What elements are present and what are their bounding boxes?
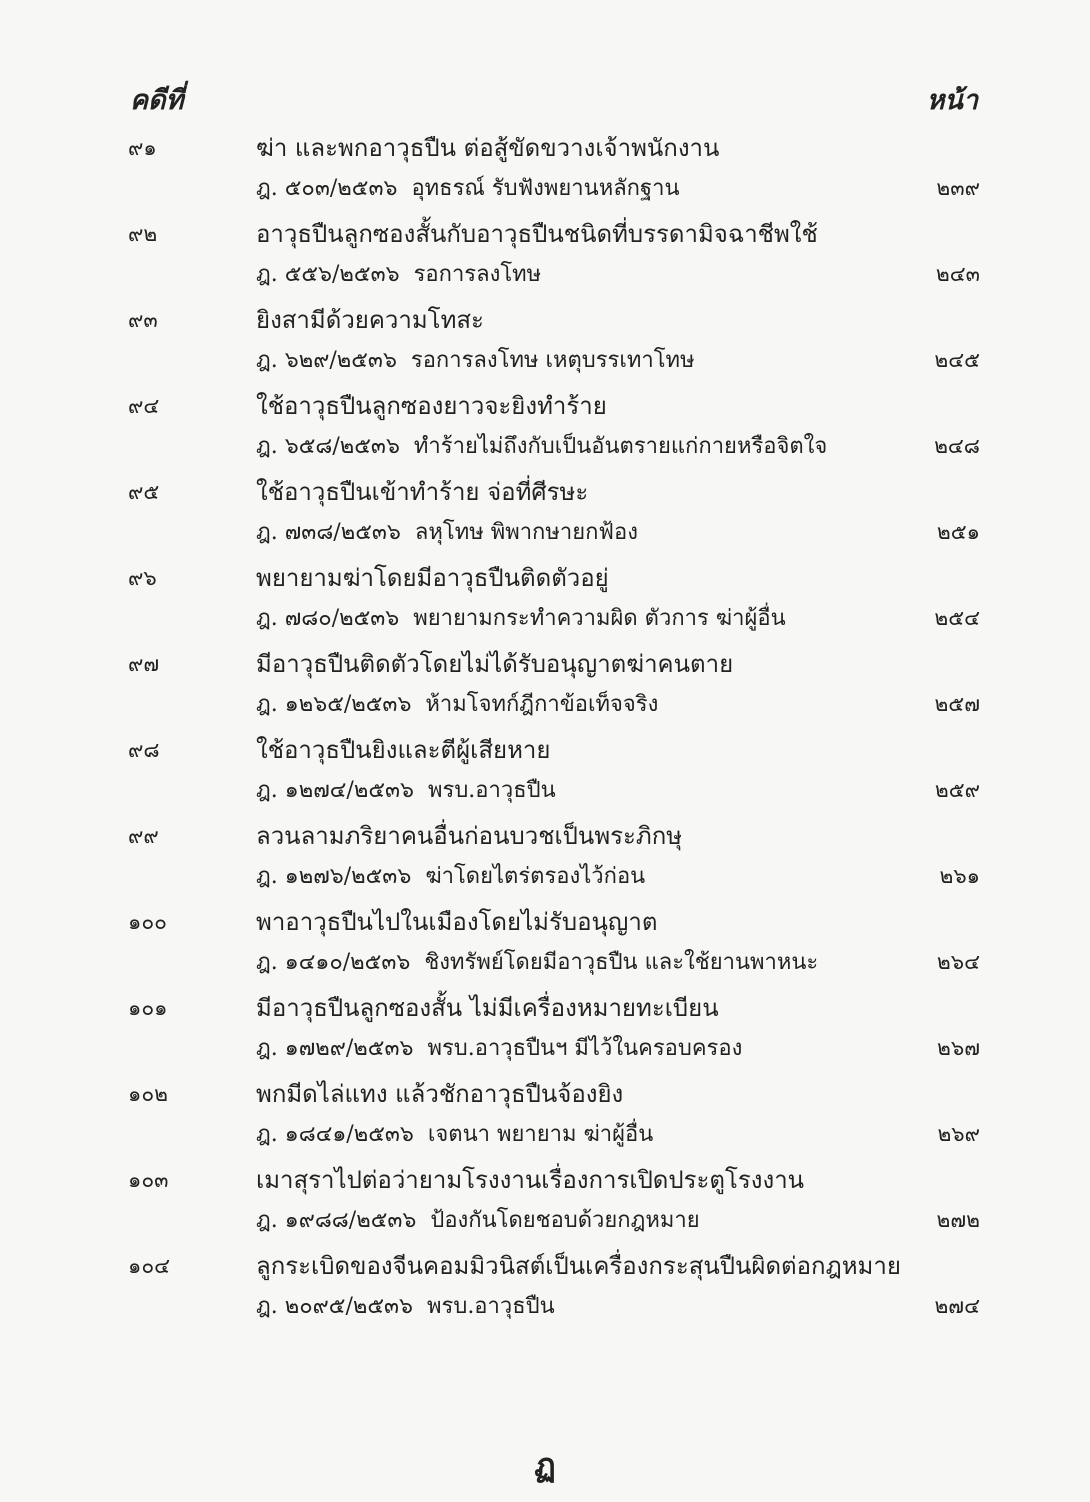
list-item — [0, 120, 1090, 206]
case-keywords: รอการลงโทษ เหตุบรรเทาโทษ — [410, 348, 695, 373]
page-column-header: หน้า — [926, 85, 978, 116]
table-of-contents — [0, 120, 1090, 1324]
case-reference-line — [256, 1030, 742, 1065]
page-number: ๒๖๑ — [939, 864, 980, 888]
case-keywords: ลหุโทษ พิพากษายกฟ้อง — [414, 520, 638, 545]
list-item — [0, 550, 1090, 636]
page-number: ๒๓๙ — [936, 176, 980, 200]
case-number: ๑๐๓ — [128, 1168, 169, 1192]
list-item — [0, 1238, 1090, 1324]
case-title: ยิงสามีด้วยความโทสะ — [256, 306, 484, 334]
list-item — [0, 808, 1090, 894]
case-keywords: ห้ามโจทก์ฎีกาข้อเท็จจริง — [425, 692, 659, 717]
list-item — [0, 1152, 1090, 1238]
case-title: อาวุธปืนลูกซองสั้นกับอาวุธปืนชนิดที่บรรดามิจฉาชีพใช้ — [256, 220, 818, 248]
case-number: ๙๒ — [128, 222, 158, 246]
decision-number: ฎ. ๑๒๖๕/๒๕๓๖ — [256, 692, 412, 717]
case-title: พกมีดไล่แทง แล้วชักอาวุธปืนจ้องยิง — [256, 1080, 624, 1108]
decision-number: ฎ. ๑๘๔๑/๒๕๓๖ — [256, 1122, 414, 1147]
case-reference-line — [256, 256, 541, 291]
list-item — [0, 894, 1090, 980]
case-title: ใช้อาวุธปืนยิงและตีผู้เสียหาย — [256, 736, 551, 764]
case-number: ๙๙ — [128, 824, 159, 848]
case-number: ๙๔ — [128, 394, 160, 418]
list-item — [0, 636, 1090, 722]
list-item — [0, 464, 1090, 550]
page-number: ๒๕๗ — [934, 692, 980, 716]
case-title: มีอาวุธปืนลูกซองสั้น ไม่มีเครื่องหมายทะเบียน — [256, 994, 719, 1022]
page-number: ๒๗๒ — [936, 1208, 980, 1232]
case-number: ๙๗ — [128, 652, 160, 676]
page-number: ๒๕๑ — [936, 520, 980, 544]
case-title: ลวนลามภริยาคนอื่นก่อนบวชเป็นพระภิกษุ — [256, 822, 683, 850]
case-reference-line — [256, 170, 680, 205]
case-title: ใช้อาวุธปืนเข้าทำร้าย จ่อที่ศีรษะ — [256, 478, 589, 506]
decision-number: ฎ. ๗๘๐/๒๕๓๖ — [256, 606, 400, 631]
list-item — [0, 722, 1090, 808]
decision-number: ฎ. ๑๔๑๐/๒๕๓๖ — [256, 950, 411, 975]
case-reference-line — [256, 1202, 700, 1237]
page-number: ๒๕๔ — [934, 606, 980, 630]
list-item — [0, 206, 1090, 292]
case-keywords: ชิงทรัพย์โดยมีอาวุธปืน และใช้ยานพาหนะ — [424, 950, 819, 975]
page-number: ๒๔๘ — [934, 434, 980, 458]
case-reference-line — [256, 600, 786, 635]
page-number: ๒๔๕ — [934, 348, 980, 372]
case-keywords: ทำร้ายไม่ถึงกับเป็นอันตรายแก่กายหรือจิตใจ — [413, 434, 828, 459]
page-number: ๒๖๗ — [937, 1036, 980, 1060]
list-item — [0, 292, 1090, 378]
list-item — [0, 980, 1090, 1066]
case-keywords: พยายามกระทำความผิด ตัวการ ฆ่าผู้อื่น — [413, 606, 786, 631]
case-reference-line — [256, 1288, 555, 1323]
page-marker: ฏ — [534, 1446, 556, 1484]
decision-number: ฎ. ๑๙๘๘/๒๕๓๖ — [256, 1208, 417, 1233]
case-title: ฆ่า และพกอาวุธปืน ต่อสู้ขัดขวางเจ้าพนักงาน — [256, 134, 720, 162]
decision-number: ฎ. ๕๐๓/๒๕๓๖ — [256, 176, 398, 201]
decision-number: ฎ. ๑๗๒๙/๒๕๓๖ — [256, 1036, 414, 1061]
page-number: ๒๖๙ — [937, 1122, 980, 1146]
decision-number: ฎ. ๒๐๙๕/๒๕๓๖ — [256, 1294, 414, 1319]
case-reference-line — [256, 428, 827, 463]
case-number: ๙๓ — [128, 308, 158, 332]
case-number: ๙๑ — [128, 136, 157, 160]
case-reference-line — [256, 858, 645, 893]
decision-number: ฎ. ๖๕๘/๒๕๓๖ — [256, 434, 400, 459]
page-number: ๒๕๙ — [934, 778, 980, 802]
case-keywords: พรบ.อาวุธปืน — [427, 1294, 555, 1319]
case-number: ๙๘ — [128, 738, 160, 762]
case-reference-line — [256, 342, 695, 377]
decision-number: ฎ. ๕๕๖/๒๕๓๖ — [256, 262, 400, 287]
list-item — [0, 1066, 1090, 1152]
case-reference-line — [256, 1116, 653, 1151]
case-keywords: เจตนา พยายาม ฆ่าผู้อื่น — [427, 1122, 654, 1147]
case-number: ๑๐๒ — [128, 1082, 168, 1106]
case-keywords: ป้องกันโดยชอบด้วยกฎหมาย — [430, 1208, 700, 1233]
case-title: พยายามฆ่าโดยมีอาวุธปืนติดตัวอยู่ — [256, 564, 609, 592]
case-reference-line — [256, 514, 638, 549]
case-title: พาอาวุธปืนไปในเมืองโดยไม่รับอนุญาต — [256, 908, 658, 936]
decision-number: ฎ. ๖๒๙/๒๕๓๖ — [256, 348, 397, 373]
case-number: ๑๐๑ — [128, 996, 168, 1020]
case-title: ลูกระเบิดของจีนคอมมิวนิสต์เป็นเครื่องกระสุนปืนผิดต่อกฎหมาย — [256, 1252, 901, 1280]
case-number: ๙๕ — [128, 480, 160, 504]
case-reference-line — [256, 944, 818, 979]
case-keywords: พรบ.อาวุธปืน — [428, 778, 556, 803]
decision-number: ฎ. ๑๒๗๔/๒๕๓๖ — [256, 778, 414, 803]
case-keywords: ฆ่าโดยไตร่ตรองไว้ก่อน — [425, 864, 646, 889]
case-title: ใช้อาวุธปืนลูกซองยาวจะยิงทำร้าย — [256, 392, 607, 420]
case-number: ๑๐๐ — [128, 910, 167, 934]
case-title: เมาสุราไปต่อว่ายามโรงงานเรื่องการเปิดประตูโรงงาน — [256, 1166, 805, 1194]
case-number: ๑๐๔ — [128, 1254, 171, 1278]
case-keywords: พรบ.อาวุธปืนฯ มีไว้ในครอบครอง — [427, 1036, 743, 1061]
case-reference-line — [256, 772, 556, 807]
decision-number: ฎ. ๗๓๘/๒๕๓๖ — [256, 520, 401, 545]
case-column-header: คดีที่ — [130, 85, 184, 116]
case-number: ๙๖ — [128, 566, 157, 590]
case-keywords: อุทธรณ์ รับฟังพยานหลักฐาน — [411, 176, 680, 201]
case-reference-line — [256, 686, 658, 721]
page-number: ๒๖๔ — [936, 950, 980, 974]
case-keywords: รอการลงโทษ — [413, 262, 542, 287]
page-number: ๒๗๔ — [934, 1294, 980, 1318]
case-title: มีอาวุธปืนติดตัวโดยไม่ได้รับอนุญาตฆ่าคนตาย — [256, 650, 734, 678]
decision-number: ฎ. ๑๒๗๖/๒๕๓๖ — [256, 864, 412, 889]
list-item — [0, 378, 1090, 464]
page-number: ๒๔๓ — [935, 262, 980, 286]
